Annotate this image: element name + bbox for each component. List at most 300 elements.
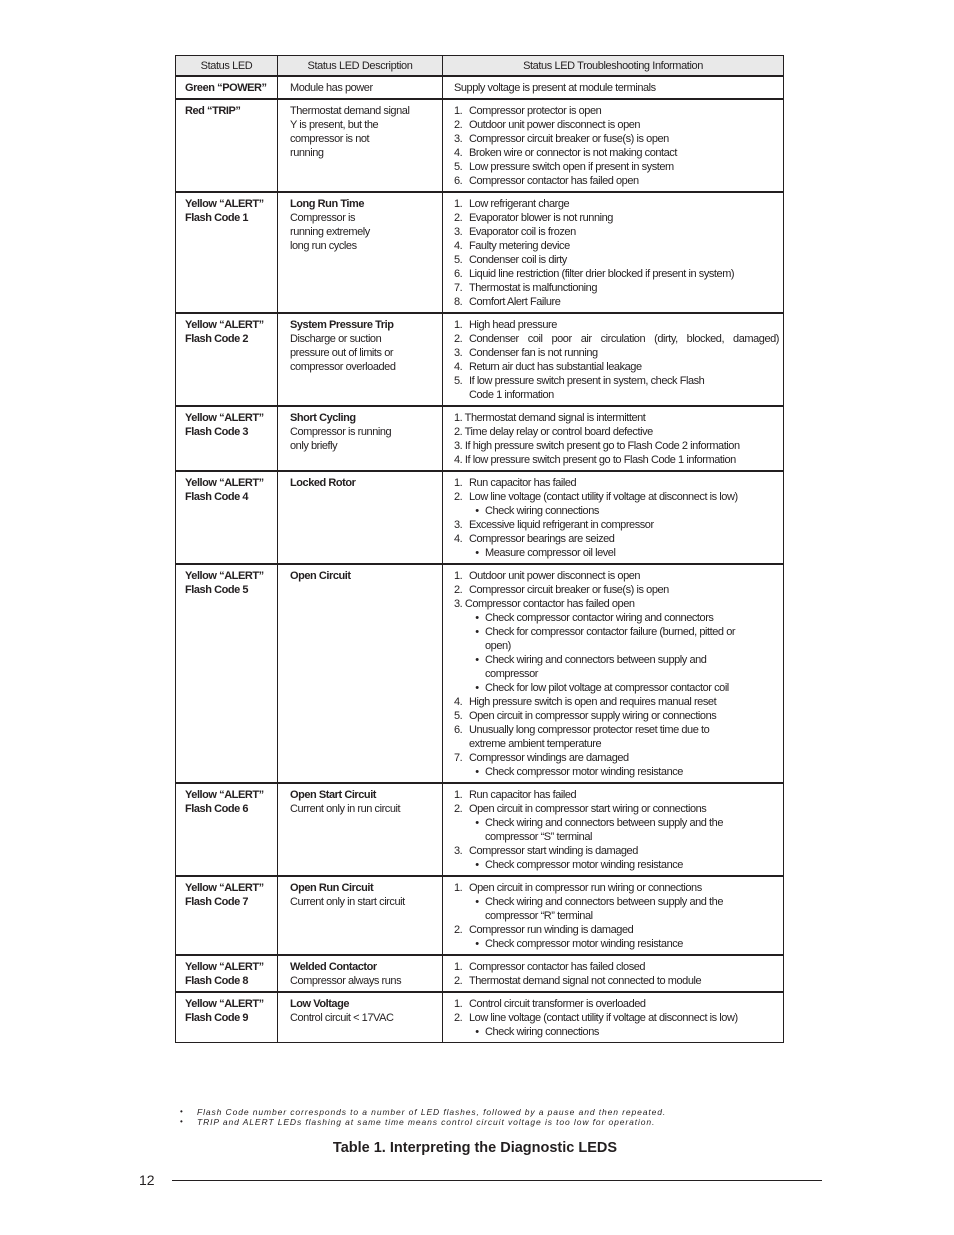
bullet-icon: • — [475, 766, 479, 778]
item-number: 8. — [454, 296, 463, 308]
item-text-line: Condenser fan is not running — [469, 347, 598, 359]
description-title: Welded Contactor — [290, 961, 377, 973]
bullet-icon: • — [475, 612, 479, 624]
numbered-item — [454, 174, 779, 188]
table-row — [176, 992, 784, 1043]
plain-item-text: 2. Time delay relay or control board defective — [454, 426, 653, 438]
numbered-item — [454, 267, 779, 281]
item-number: 1. — [454, 477, 463, 489]
bullet-subitem — [454, 765, 779, 779]
description-line: Compressor is — [290, 212, 356, 224]
subitem-text-line: Check wiring and connectors between supply and the — [485, 817, 723, 829]
bullet-icon: • — [475, 859, 479, 871]
bullet-icon: • — [180, 1107, 184, 1116]
status-led-description-cell — [278, 955, 443, 992]
description-line: Current only in run circuit — [290, 803, 401, 815]
troubleshooting-info-cell — [443, 992, 784, 1043]
subitem-text — [485, 765, 779, 779]
numbered-item — [454, 332, 779, 346]
troubleshooting-info-cell — [443, 313, 784, 406]
item-text — [469, 346, 779, 360]
item-text-line: Compressor protector is open — [469, 105, 602, 117]
troubleshooting-info-cell — [443, 876, 784, 955]
numbered-item — [454, 974, 779, 988]
item-text-line: Evaporator coil is frozen — [469, 226, 576, 238]
item-number: 3. — [454, 226, 463, 238]
item-text — [469, 225, 779, 239]
item-number: 5. — [454, 161, 463, 173]
item-text — [469, 160, 779, 174]
status-led-description-cell — [278, 876, 443, 955]
status-led-cell — [176, 313, 278, 406]
item-text-line: Broken wire or connector is not making contact — [469, 147, 677, 159]
bullet-icon: • — [475, 1026, 479, 1038]
numbered-item — [454, 318, 779, 332]
item-text — [469, 569, 779, 583]
subitem-text-line: Check wiring connections — [485, 505, 599, 517]
description-title: Locked Rotor — [290, 477, 356, 489]
item-text-line: Thermostat demand signal not connected to module — [469, 975, 702, 987]
status-led-label: Yellow “ALERT” — [185, 570, 264, 582]
footnote-text: Flash Code number corresponds to a number of LED flashes, followed by a pause and then repeated. — [197, 1107, 667, 1117]
item-number: 5. — [454, 375, 463, 387]
item-number: 4. — [454, 696, 463, 708]
item-text-line: Low line voltage (contact utility if voltage at disconnect is low) — [469, 1012, 738, 1024]
item-text-line: Unusually long compressor protector reset time due to — [469, 724, 710, 736]
item-number: 1. — [454, 961, 463, 973]
description-line: running extremely — [290, 226, 370, 238]
item-number: 2. — [454, 584, 463, 596]
table-row — [176, 783, 784, 876]
bullet-subitem — [454, 681, 779, 695]
status-led-label: Flash Code 9 — [185, 1012, 249, 1024]
subitem-text — [485, 816, 779, 844]
status-led-label: Flash Code 8 — [185, 975, 249, 987]
troubleshooting-info-cell — [443, 99, 784, 192]
item-text — [469, 997, 779, 1011]
item-text-line: Run capacitor has failed — [469, 789, 577, 801]
item-number: 1. — [454, 105, 463, 117]
item-text — [469, 132, 779, 146]
item-text-line: Run capacitor has failed — [469, 477, 577, 489]
bullet-icon: • — [475, 547, 479, 559]
item-text-line: High pressure switch is open and requires manual reset — [469, 696, 717, 708]
item-text-line: Condenser coil is dirty — [469, 254, 567, 266]
status-led-label: Flash Code 7 — [185, 896, 249, 908]
subitem-text — [485, 625, 779, 653]
status-led-label: Flash Code 2 — [185, 333, 249, 345]
status-led-label: Yellow “ALERT” — [185, 998, 264, 1010]
item-text — [469, 881, 779, 895]
numbered-item — [454, 239, 779, 253]
bullet-icon: • — [475, 896, 479, 908]
item-text-line: Liquid line restriction (filter drier blocked if present in system) — [469, 268, 735, 280]
numbered-item — [454, 225, 779, 239]
item-text-line: Outdoor unit power disconnect is open — [469, 119, 641, 131]
item-number: 1. — [454, 570, 463, 582]
troubleshooting-info-cell — [443, 406, 784, 471]
item-text — [469, 332, 779, 346]
numbered-item — [454, 518, 779, 532]
item-number: 1. — [454, 789, 463, 801]
plain-item — [454, 439, 779, 453]
item-number: 1. — [454, 319, 463, 331]
item-number: 6. — [454, 724, 463, 736]
bullet-subitem — [454, 611, 779, 625]
plain-item — [454, 81, 779, 95]
numbered-item — [454, 281, 779, 295]
status-led-label: Yellow “ALERT” — [185, 412, 264, 424]
bullet-subitem — [454, 937, 779, 951]
bullet-icon: • — [475, 505, 479, 517]
status-led-description-cell — [278, 564, 443, 783]
item-number: 1. — [454, 882, 463, 894]
plain-item-text: 4. If low pressure switch present go to Flash Code 1 information — [454, 454, 736, 466]
plain-item-text: 1. Thermostat demand signal is intermittent — [454, 412, 646, 424]
item-text — [469, 104, 779, 118]
status-led-label: Yellow “ALERT” — [185, 477, 264, 489]
subitem-text-line: Measure compressor oil level — [485, 547, 616, 559]
status-led-label: Yellow “ALERT” — [185, 882, 264, 894]
item-text-line: Excessive liquid refrigerant in compressor — [469, 519, 654, 531]
item-text-line: If low pressure switch present in system, check Flash — [469, 375, 705, 387]
table-row — [176, 564, 784, 783]
plain-item-text: 3. Compressor contactor has failed open — [454, 598, 635, 610]
item-number: 2. — [454, 333, 463, 345]
status-led-description-cell — [278, 313, 443, 406]
item-text-line: Low pressure switch open if present in system — [469, 161, 674, 173]
subitem-text — [485, 858, 779, 872]
numbered-item — [454, 360, 779, 374]
item-number: 5. — [454, 710, 463, 722]
item-text-line: Thermostat is malfunctioning — [469, 282, 598, 294]
table-body — [176, 76, 784, 1043]
item-text — [469, 118, 779, 132]
subitem-text-line: Check compressor motor winding resistance — [485, 938, 683, 950]
table-header-row — [176, 56, 784, 77]
subitem-text-line: Check wiring and connectors between supply and the — [485, 896, 723, 908]
item-number: 4. — [454, 147, 463, 159]
item-text-line: Low refrigerant charge — [469, 198, 570, 210]
item-number: 6. — [454, 268, 463, 280]
subitem-text-line: Check for low pilot voltage at compressor contactor coil — [485, 682, 729, 694]
header-status-led: Status LED — [176, 56, 278, 77]
status-led-label: Flash Code 3 — [185, 426, 249, 438]
item-number: 2. — [454, 975, 463, 987]
status-led-label: Yellow “ALERT” — [185, 961, 264, 973]
item-text-line: Compressor start winding is damaged — [469, 845, 638, 857]
subitem-text — [485, 1025, 779, 1039]
table-row — [176, 313, 784, 406]
item-number: 3. — [454, 133, 463, 145]
item-text — [469, 974, 779, 988]
header-troubleshooting-information: Status LED Troubleshooting Information — [443, 56, 784, 77]
subitem-text-line: Check compressor motor winding resistance — [485, 859, 683, 871]
item-text — [469, 239, 779, 253]
description-title: Low Voltage — [290, 998, 350, 1010]
item-text-line: High head pressure — [469, 319, 557, 331]
item-text — [469, 788, 779, 802]
numbered-item — [454, 211, 779, 225]
item-text-line: Open circuit in compressor supply wiring or connections — [469, 710, 717, 722]
bullet-subitem — [454, 1025, 779, 1039]
subitem-text-continuation: compressor “S” terminal — [485, 831, 593, 843]
numbered-item — [454, 346, 779, 360]
item-text — [469, 197, 779, 211]
description-line: Thermostat demand signal — [290, 105, 410, 117]
item-number: 3. — [454, 845, 463, 857]
table-row — [176, 471, 784, 564]
status-led-cell — [176, 192, 278, 313]
plain-item-text: Supply voltage is present at module terminals — [454, 82, 656, 94]
numbered-item — [454, 476, 779, 490]
subitem-text-continuation: compressor — [485, 668, 538, 680]
description-line: Compressor always runs — [290, 975, 402, 987]
description-line: long run cycles — [290, 240, 357, 252]
subitem-text-line: Check compressor contactor wiring and connectors — [485, 612, 714, 624]
item-text — [469, 281, 779, 295]
subitem-text — [485, 895, 779, 923]
table-row — [176, 192, 784, 313]
status-led-cell — [176, 564, 278, 783]
status-led-description-cell — [278, 76, 443, 99]
item-text — [469, 709, 779, 723]
header-status-led-description: Status LED Description — [278, 56, 443, 77]
item-text — [469, 374, 779, 402]
status-led-label: Yellow “ALERT” — [185, 319, 264, 331]
bullet-subitem — [454, 653, 779, 681]
numbered-item — [454, 1011, 779, 1025]
bullet-subitem — [454, 816, 779, 844]
status-led-cell — [176, 955, 278, 992]
description-line: compressor is not — [290, 133, 370, 145]
item-text — [469, 211, 779, 225]
item-text — [469, 476, 779, 490]
description-title: System Pressure Trip — [290, 319, 394, 331]
troubleshooting-info-cell — [443, 471, 784, 564]
plain-item-text: 3. If high pressure switch present go to Flash Code 2 information — [454, 440, 740, 452]
description-line: only briefly — [290, 440, 338, 452]
status-led-description-cell — [278, 992, 443, 1043]
item-text-line: Compressor windings are damaged — [469, 752, 629, 764]
status-led-description-cell — [278, 471, 443, 564]
numbered-item — [454, 253, 779, 267]
item-number: 2. — [454, 119, 463, 131]
table-row — [176, 955, 784, 992]
item-text-line: Comfort Alert Failure — [469, 296, 561, 308]
numbered-item — [454, 197, 779, 211]
item-number: 3. — [454, 519, 463, 531]
subitem-text-continuation: compressor “R” terminal — [485, 910, 593, 922]
bullet-subitem — [454, 858, 779, 872]
item-number: 2. — [454, 803, 463, 815]
subitem-text-line: Check wiring and connectors between supply and — [485, 654, 707, 666]
subitem-text-line: Check wiring connections — [485, 1026, 599, 1038]
status-led-label: Flash Code 1 — [185, 212, 249, 224]
numbered-item — [454, 160, 779, 174]
item-text — [469, 318, 779, 332]
item-text — [469, 267, 779, 281]
status-led-description-cell — [278, 783, 443, 876]
bullet-subitem — [454, 546, 779, 560]
subitem-text — [485, 504, 779, 518]
table-row — [176, 406, 784, 471]
item-text — [469, 751, 779, 765]
troubleshooting-info-cell — [443, 192, 784, 313]
troubleshooting-info-cell — [443, 76, 784, 99]
item-text — [469, 695, 779, 709]
item-text-line: Outdoor unit power disconnect is open — [469, 570, 641, 582]
item-number: 7. — [454, 282, 463, 294]
table-caption-text: Table 1. Interpreting the Diagnostic LEDS — [332, 1140, 618, 1156]
item-text-line: Open circuit in compressor run wiring or connections — [469, 882, 702, 894]
description-line: Control circuit < 17VAC — [290, 1012, 394, 1024]
description-title: Long Run Time — [290, 198, 364, 210]
item-number: 2. — [454, 1012, 463, 1024]
subitem-text — [485, 653, 779, 681]
bullet-icon: • — [475, 817, 479, 829]
numbered-item — [454, 295, 779, 309]
numbered-item — [454, 923, 779, 937]
numbered-item — [454, 881, 779, 895]
status-led-cell — [176, 992, 278, 1043]
table-caption — [0, 1140, 954, 1156]
status-led-label: Flash Code 6 — [185, 803, 249, 815]
footnote — [180, 1117, 780, 1127]
numbered-item — [454, 569, 779, 583]
item-text — [469, 583, 779, 597]
item-text — [469, 360, 779, 374]
item-text-line: Compressor circuit breaker or fuse(s) is open — [469, 584, 669, 596]
numbered-item — [454, 844, 779, 858]
status-led-label: Flash Code 4 — [185, 491, 249, 503]
description-line: Compressor is running — [290, 426, 392, 438]
numbered-item — [454, 146, 779, 160]
item-text — [469, 960, 779, 974]
subitem-text — [485, 681, 779, 695]
plain-item — [454, 453, 779, 467]
footnotes — [180, 1107, 780, 1127]
subitem-text — [485, 546, 779, 560]
item-text-continuation: extreme ambient temperature — [469, 738, 602, 750]
page-number: 12 — [139, 1172, 155, 1188]
status-led-description-cell — [278, 406, 443, 471]
item-text-line: Control circuit transformer is overloaded — [469, 998, 646, 1010]
bullet-subitem — [454, 895, 779, 923]
bullet-icon: • — [475, 938, 479, 950]
item-text — [469, 490, 779, 504]
status-led-cell — [176, 876, 278, 955]
status-led-description-cell — [278, 192, 443, 313]
description-title: Open Start Circuit — [290, 789, 377, 801]
item-number: 1. — [454, 198, 463, 210]
item-text-line: Compressor bearings are seized — [469, 533, 615, 545]
bullet-icon: • — [180, 1117, 184, 1126]
numbered-item — [454, 723, 779, 751]
item-text — [469, 723, 779, 751]
table-row — [176, 76, 784, 99]
item-text — [469, 253, 779, 267]
numbered-item — [454, 374, 779, 402]
description-title: Open Run Circuit — [290, 882, 374, 894]
bullet-subitem — [454, 504, 779, 518]
numbered-item — [454, 104, 779, 118]
numbered-item — [454, 802, 779, 816]
status-led-label: Yellow “ALERT” — [185, 789, 264, 801]
numbered-item — [454, 532, 779, 546]
item-number: 5. — [454, 254, 463, 266]
numbered-item — [454, 583, 779, 597]
numbered-item — [454, 788, 779, 802]
description-line: Y is present, but the — [290, 119, 379, 131]
description-title: Open Circuit — [290, 570, 351, 582]
plain-item — [454, 411, 779, 425]
item-text-line: Low line voltage (contact utility if voltage at disconnect is low) — [469, 491, 738, 503]
item-text-line: Compressor contactor has failed closed — [469, 961, 646, 973]
item-number: 4. — [454, 533, 463, 545]
item-text — [469, 174, 779, 188]
status-led-cell — [176, 406, 278, 471]
status-led-cell — [176, 76, 278, 99]
item-text-line: Return air duct has substantial leakage — [469, 361, 642, 373]
item-text-line: Evaporator blower is not running — [469, 212, 613, 224]
bullet-icon: • — [475, 626, 479, 638]
item-number: 1. — [454, 998, 463, 1010]
subitem-text-line: Check for compressor contactor failure (burned, pitted or — [485, 626, 736, 638]
troubleshooting-info-cell — [443, 955, 784, 992]
numbered-item — [454, 695, 779, 709]
status-led-cell — [176, 471, 278, 564]
troubleshooting-info-cell — [443, 564, 784, 783]
item-number: 7. — [454, 752, 463, 764]
troubleshooting-info-cell — [443, 783, 784, 876]
description-line: running — [290, 147, 324, 159]
item-text — [469, 844, 779, 858]
item-text — [469, 532, 779, 546]
numbered-item — [454, 132, 779, 146]
status-led-cell — [176, 99, 278, 192]
description-title: Short Cycling — [290, 412, 356, 424]
item-text — [469, 802, 779, 816]
item-text — [469, 518, 779, 532]
numbered-item — [454, 709, 779, 723]
numbered-item — [454, 751, 779, 765]
subitem-text-line: Check compressor motor winding resistance — [485, 766, 683, 778]
table-row — [176, 876, 784, 955]
status-led-description-cell — [278, 99, 443, 192]
item-text-line: Compressor run winding is damaged — [469, 924, 634, 936]
status-led-cell — [176, 783, 278, 876]
numbered-item — [454, 997, 779, 1011]
table-row — [176, 99, 784, 192]
item-text-line: Condenser coil poor air circulation (dirty, blocked, damaged) — [469, 333, 779, 345]
numbered-item — [454, 960, 779, 974]
footnote — [180, 1107, 780, 1117]
footer-rule — [172, 1180, 822, 1181]
status-led-label: Green “POWER” — [185, 82, 267, 94]
description-line: pressure out of limits or — [290, 347, 394, 359]
status-led-label: Red “TRIP” — [185, 105, 241, 117]
item-number: 3. — [454, 347, 463, 359]
item-text — [469, 295, 779, 309]
item-text-line: Compressor contactor has failed open — [469, 175, 639, 187]
description-line: Current only in start circuit — [290, 896, 405, 908]
status-led-label: Flash Code 5 — [185, 584, 249, 596]
item-text-line: Faulty metering device — [469, 240, 570, 252]
numbered-item — [454, 490, 779, 504]
item-text-continuation: Code 1 information — [469, 389, 554, 401]
subitem-text-continuation: open) — [485, 640, 511, 652]
